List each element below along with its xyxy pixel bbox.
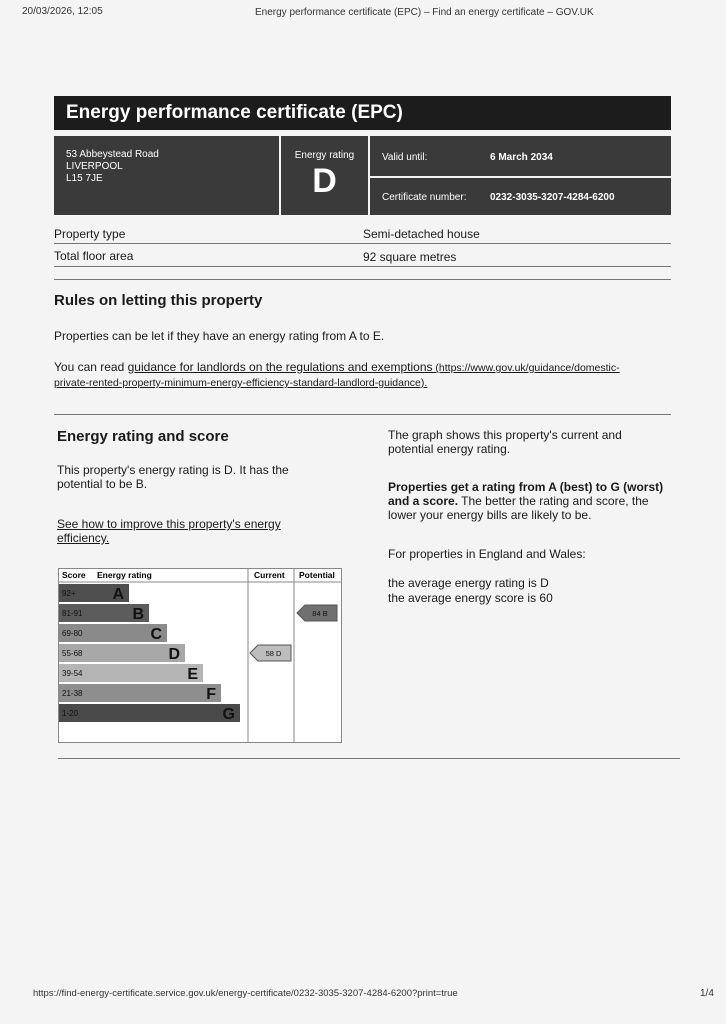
graph-description: The graph shows this property's current and potential energy rating.	[388, 428, 622, 456]
chart-header-score: Score	[62, 570, 86, 580]
certificate-number-label: Certificate number:	[382, 192, 467, 203]
divider	[58, 758, 680, 759]
band-letter: G	[222, 706, 235, 723]
epc-chart-svg	[58, 568, 342, 743]
footer-page-number: 1/4	[700, 988, 714, 999]
england-wales-note: For properties in England and Wales:	[388, 547, 586, 561]
energy-score-heading: Energy rating and score	[57, 428, 229, 445]
divider	[54, 243, 671, 244]
band-score-label: 55-68	[62, 649, 83, 658]
average-score: the average energy score is 60	[388, 591, 553, 605]
band-letter: A	[112, 586, 124, 603]
band-bar	[91, 684, 221, 702]
address-line1: 53 Abbeystead Road	[66, 149, 159, 160]
property-type-label: Property type	[54, 227, 126, 241]
rules-heading: Rules on letting this property	[54, 292, 263, 309]
certificate-number-value: 0232-3035-3207-4284-6200	[490, 192, 615, 203]
divider	[54, 279, 671, 280]
rating-explanation-rest: The better the rating and score, the lower your energy bills are likely to be.	[388, 494, 649, 522]
energy-rating-label: Energy rating	[294, 150, 355, 161]
valid-until-box	[370, 136, 671, 176]
rules-paragraph: Properties can be let if they have an energy rating from A to E.	[54, 329, 385, 343]
valid-until-label: Valid until:	[382, 152, 428, 163]
band-letter: D	[168, 646, 180, 663]
floor-area-value: 92 square metres	[363, 250, 457, 264]
band-bar	[91, 664, 203, 682]
band-score-label: 39-54	[62, 669, 83, 678]
certificate-number-box	[370, 178, 671, 215]
guidance-prefix: You can read	[54, 360, 128, 374]
average-rating: the average energy rating is D	[388, 576, 549, 590]
band-score-label: 1-20	[62, 709, 79, 718]
band-score-label: 81-91	[62, 609, 83, 618]
band-letter: B	[132, 606, 144, 623]
guidance-link[interactable]: guidance for landlords on the regulations and exemptions	[127, 360, 433, 374]
epc-title-banner: Energy performance certificate (EPC)	[54, 96, 671, 130]
band-score-label: 69-80	[62, 629, 83, 638]
footer-url: https://find-energy-certificate.service.gov.uk/energy-certificate/0232-3035-3207-4284-6200?print=true	[33, 988, 458, 999]
divider	[54, 414, 671, 415]
improve-efficiency-link[interactable]: See how to improve this property's energy efficiency.	[57, 517, 281, 545]
rating-explanation	[388, 480, 673, 522]
band-score-label: 21-38	[62, 689, 83, 698]
potential-rating-arrow-label: 84 B	[312, 609, 328, 618]
band-bar	[91, 704, 240, 722]
chart-header-potential: Potential	[299, 570, 335, 580]
chart-header-rating: Energy rating	[97, 570, 152, 580]
band-letter: E	[187, 666, 198, 683]
property-type-value: Semi-detached house	[363, 227, 480, 241]
chart-header-current: Current	[254, 570, 285, 580]
print-datetime: 20/03/2026, 12:05	[22, 6, 103, 17]
divider	[54, 266, 671, 267]
floor-area-label: Total floor area	[54, 249, 134, 263]
print-page-title: Energy performance certificate (EPC) – Find an energy certificate – GOV.UK	[255, 7, 594, 18]
rules-guidance-paragraph	[54, 360, 654, 390]
guidance-url-link[interactable]: (https://www.gov.uk/guidance/domestic-private-rented-property-minimum-energy-efficiency-standard-landlord-guidance).	[54, 362, 620, 389]
address-line2: LIVERPOOL	[66, 161, 123, 172]
current-rating-arrow-label: 58 D	[265, 649, 282, 658]
rating-explanation-bold: Properties get a rating from A (best) to G (worst) and a score.	[388, 480, 664, 508]
band-score-label: 92+	[62, 589, 76, 598]
energy-rating-value: D	[312, 162, 337, 200]
valid-until-value: 6 March 2034	[490, 152, 553, 163]
energy-rating-box	[281, 136, 368, 215]
band-letter: F	[206, 686, 216, 703]
epc-chart	[58, 568, 342, 743]
rating-summary: This property's energy rating is D. It has the potential to be B.	[57, 463, 289, 491]
band-letter: C	[150, 626, 162, 643]
address-line3: L15 7JE	[66, 173, 103, 184]
address-box	[54, 136, 279, 215]
